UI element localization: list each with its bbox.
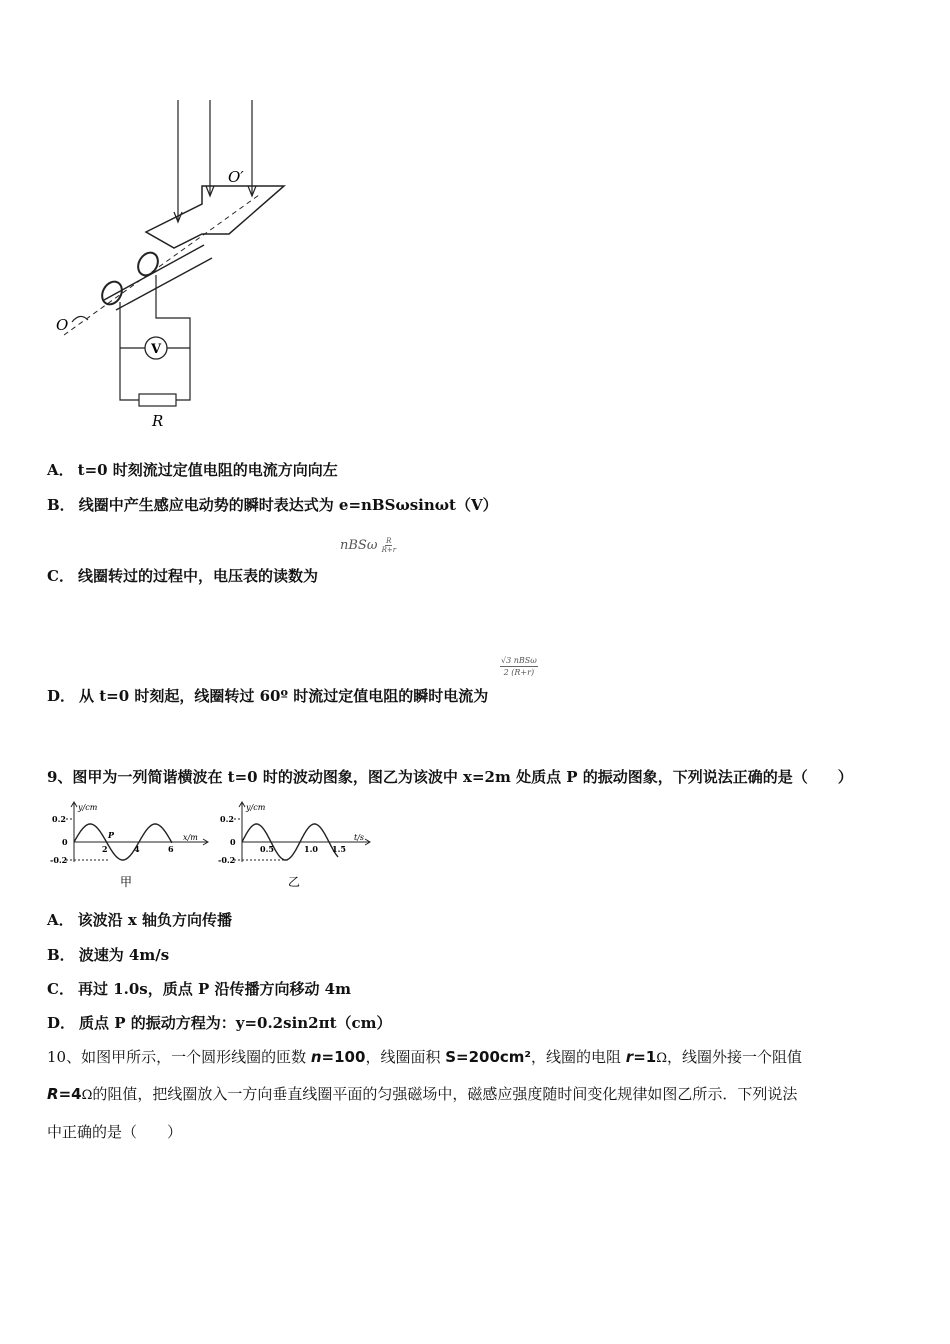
axis-label-o: O <box>56 316 69 334</box>
resistor-icon <box>139 394 176 406</box>
q9-option-c: C． 再过 1.0s，质点 P 沿传播方向移动 4m <box>47 980 351 998</box>
q9-stem: 9、图甲为一列简谐横波在 t=0 时的波动图象，图乙为该波中 x=2m 处质点 P 的振动图象，下列说法正确的是（ ） <box>47 768 853 786</box>
q10-stem-line1: 10、如图甲所示，一个圆形线圈的匝数 n=100，线圈面积 S=200cm²，线圈的电阻 r=1Ω，线圈外接一个阻值 <box>47 1048 802 1066</box>
q8-option-d: D． 从 t=0 时刻起，线圈转过 60º 时流过定值电阻的瞬时电流为 <box>47 687 489 705</box>
voltmeter-label: V <box>151 342 162 357</box>
yi-yzero: 0 <box>230 837 236 847</box>
rotation-arrow-icon <box>72 316 88 322</box>
q8-option-b: B． 线圈中产生感应电动势的瞬时表达式为 e=nBSωsinωt（V） <box>47 496 498 514</box>
q9-option-a: A． 该波沿 x 轴负方向传播 <box>47 911 233 929</box>
jia-tick: 4 <box>134 844 140 854</box>
axis-label-o-prime: O′ <box>228 168 244 186</box>
jia-tick: 2 <box>102 844 108 854</box>
jia-tick: 6 <box>168 844 174 854</box>
q10-stem-line2: R=4Ω的阻值，把线圈放入一方向垂直线圈平面的匀强磁场中，磁感应强度随时间变化规律如图乙所示．下列说法 <box>47 1085 798 1103</box>
jia-ytop: 0.2 <box>52 814 66 824</box>
jia-ybottom: -0.2 <box>50 855 68 865</box>
q9-option-b: B． 波速为 4m/s <box>47 946 170 964</box>
q8-option-a: A． t=0 时刻流过定值电阻的电流方向向左 <box>47 461 338 479</box>
option-d-formula: $\frac{\text{√3 nBSω}}{2 (R+r)}$ <box>501 656 537 677</box>
jia-ylabel: y/cm <box>78 803 98 812</box>
yi-tick: 1.5 <box>332 844 346 854</box>
yi-caption: 乙 <box>288 875 301 889</box>
jia-point-p: P <box>108 830 115 840</box>
yi-tick: 0.5 <box>260 844 274 854</box>
yi-xlabel: t/s <box>354 833 365 842</box>
rotation-axis <box>64 195 259 335</box>
jia-caption: 甲 <box>120 875 133 889</box>
yi-ylabel: y/cm <box>246 803 266 812</box>
option-c-formula: nBSω $\frac{R}{R+r}$ <box>340 537 397 554</box>
yi-ybottom: -0.2 <box>218 855 236 865</box>
wave-graph-yi <box>218 800 378 892</box>
q9-option-d: D． 质点 P 的振动方程为：y=0.2sin2πt（cm） <box>47 1014 392 1032</box>
slip-ring <box>134 249 162 279</box>
jia-yzero: 0 <box>62 837 68 847</box>
jia-xlabel: x/m <box>183 833 198 842</box>
yi-tick: 1.0 <box>304 844 318 854</box>
q10-stem-line3: 中正确的是（ ） <box>47 1123 183 1141</box>
wave-graph-jia <box>50 800 210 892</box>
slip-ring <box>98 278 126 308</box>
resistor-label: R <box>152 412 164 430</box>
coil-frame <box>146 186 284 248</box>
yi-ytop: 0.2 <box>220 814 234 824</box>
q8-option-c: C． 线圈转过的过程中，电压表的读数为 <box>47 567 318 585</box>
generator-figure <box>44 100 294 430</box>
